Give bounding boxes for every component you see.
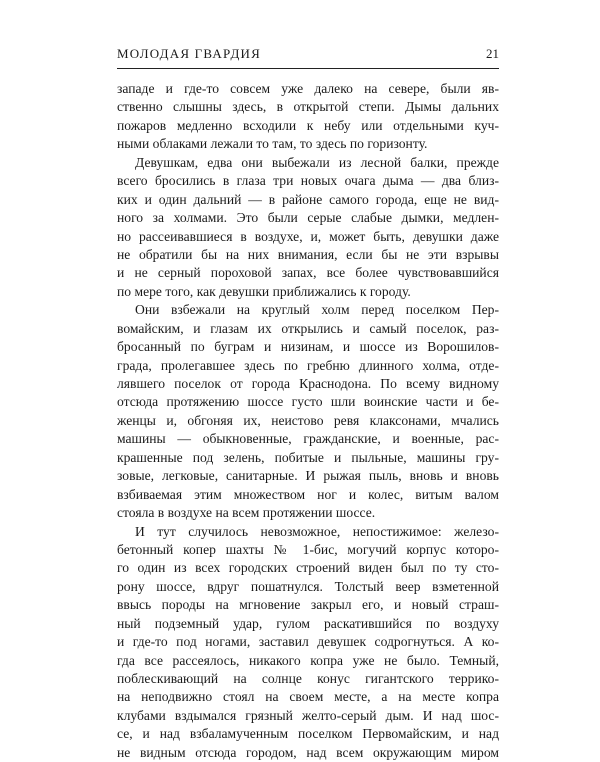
- text-line: крашенные под зелень, побитые и пыльные, машины гру-: [117, 449, 499, 465]
- text-line: го один из всех городских строений виден был по ту сто-: [117, 560, 499, 576]
- text-line: взбиваемая этим множеством ног и колес, витым валом: [117, 486, 499, 502]
- text-line: не видным отсюда городом, над всем окружающим миром: [117, 744, 499, 760]
- text-line: рону шоссе, вдруг пошатнулся. Толстый веер взметенной: [117, 578, 499, 594]
- text-line: лявшего поселок от города Краснодона. По всему видному: [117, 376, 499, 391]
- text-line: женцы и, обгоняя их, неистово ревя клаксонами, мчались: [117, 412, 499, 428]
- text-line: Девушкам, едва они выбежали из лесной балки, прежде: [135, 154, 499, 170]
- running-head: [117, 44, 499, 66]
- text-line: ными облаками лежали то там, то здесь по горизонту.: [117, 136, 428, 152]
- text-line: ственно слышны здесь, в открытой степи. Дымы дальних: [117, 99, 499, 115]
- header-rule: [117, 68, 499, 69]
- text-line: зовые, легковые, санитарные. И рыжая пыль, вновь и вновь: [117, 468, 499, 484]
- body-text: [117, 80, 499, 762]
- text-line: гда все рассеялось, никакого копра уже не было. Темный,: [117, 652, 499, 668]
- text-line: пожаров медленно всходили к небу или отдельными куч-: [117, 117, 499, 133]
- text-line: бетонный копер шахты № 1-бис, могучий корпус которо-: [117, 541, 499, 557]
- text-line: и не серный пороховой запах, все более чувствовавшийся: [117, 265, 499, 281]
- text-line: но рассеивавшиеся в воздухе, и, может быть, девушки даже: [117, 228, 499, 244]
- text-line: клубами вздымался грязный желто-серый дым. И над шос-: [117, 707, 499, 723]
- text-line: машины — обыкновенные, гражданские, и военные, рас-: [117, 431, 499, 447]
- text-line: вомайским, и глазам их открылись и самый поселок, раз-: [117, 320, 499, 336]
- text-line: стояла в воздухе на всем протяжении шоссе.: [117, 505, 376, 521]
- text-line: ких и один дальний — в районе самого города, еще не вид-: [117, 191, 499, 207]
- text-line: не обратили бы на них внимания, если бы не эти взрывы: [117, 246, 499, 262]
- text-line: по мере того, как девушки приближались к городу.: [117, 283, 411, 299]
- text-line: западе и где-то совсем уже далеко на севере, были яв-: [117, 81, 499, 96]
- running-title: МОЛОДАЯ ГВАРДИЯ: [117, 46, 261, 61]
- text-line: на неподвижно стоял на своем месте, а на месте копра: [117, 689, 499, 705]
- text-line: отсюда протяжению шоссе густо шли воинские части и бе-: [117, 394, 499, 410]
- text-line: поблескивающий на солнце конус гигантского террико-: [117, 671, 499, 686]
- text-line: бросанный по буграм и низинам, и шоссе из Ворошилов-: [117, 339, 499, 355]
- text-line: всего бросились в глаза три новых очага дыма — два близ-: [117, 173, 499, 189]
- text-line: ный подземный удар, гулом раскатившийся по воздуху: [117, 615, 499, 631]
- text-line: И тут случилось невозможное, непостижимое: железо-: [135, 523, 499, 539]
- text-line: се, и над взбаламученным поселком Первомайским, и над: [117, 726, 499, 742]
- text-line: и где-то под ногами, заставил девушек содрогнуться. А ко-: [117, 634, 499, 650]
- page-number: 21: [486, 46, 499, 61]
- text-line: града, пролегавшее здесь по гребню длинного холма, отде-: [117, 357, 499, 373]
- text-line: ввысь породы на мгновение закрыл его, и новый страш-: [117, 597, 499, 613]
- text-line: Они взбежали на круглый холм перед поселком Пер-: [135, 302, 499, 318]
- text-line: ного за холмами. Это были серые слабые дымки, медлен-: [117, 210, 499, 226]
